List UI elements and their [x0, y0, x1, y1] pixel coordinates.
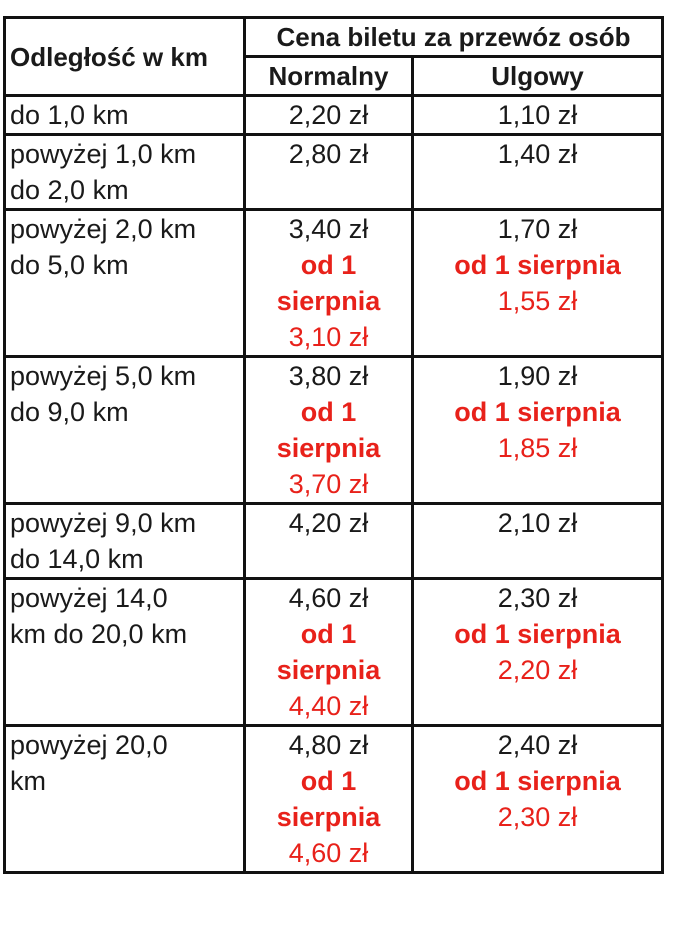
distance-cell: [5, 726, 245, 873]
fare-table: [3, 16, 664, 874]
table-row: [5, 579, 663, 726]
normal-price-cell: [245, 357, 413, 504]
price-change-date-label: od 1: [300, 766, 357, 796]
normal-price-cell: [245, 96, 413, 135]
distance-cell: [5, 96, 245, 135]
distance-column-header: Odległość w km: [5, 18, 245, 96]
price-change-date-label: od 1 sierpnia: [454, 766, 621, 796]
fare-table-body: [5, 96, 663, 873]
price-change-date-label: od 1: [300, 397, 357, 427]
distance-text: do 1,0 km: [10, 100, 129, 130]
distance-text: do 9,0 km: [10, 397, 129, 427]
current-price: 2,30 zł: [497, 583, 578, 613]
table-row: [5, 504, 663, 579]
normal-price-cell: [245, 504, 413, 579]
table-row: [5, 210, 663, 357]
current-price: 3,80 zł: [288, 361, 369, 391]
price-change-date-label: sierpnia: [276, 433, 381, 463]
distance-text: powyżej 14,0: [10, 583, 168, 613]
new-price: 2,20 zł: [497, 655, 578, 685]
distance-text: powyżej 20,0: [10, 730, 168, 760]
current-price: 2,40 zł: [497, 730, 578, 760]
table-row: [5, 357, 663, 504]
reduced-price-cell: [413, 210, 663, 357]
table-row: [5, 726, 663, 873]
reduced-price-cell: [413, 357, 663, 504]
price-change-date-label: od 1: [300, 619, 357, 649]
current-price: 2,20 zł: [288, 100, 369, 130]
reduced-column-header: Ulgowy: [413, 57, 663, 96]
reduced-price-cell: [413, 726, 663, 873]
new-price: 2,30 zł: [497, 802, 578, 832]
current-price: 4,60 zł: [288, 583, 369, 613]
price-change-date-label: od 1: [300, 250, 357, 280]
new-price: 1,85 zł: [497, 433, 578, 463]
distance-text: powyżej 2,0 km: [10, 214, 197, 244]
reduced-price-cell: [413, 579, 663, 726]
distance-text: do 2,0 km: [10, 175, 129, 205]
new-price: 4,40 zł: [288, 691, 369, 721]
current-price: 4,20 zł: [288, 508, 369, 538]
new-price: 4,60 zł: [288, 838, 369, 868]
table-row: [5, 135, 663, 210]
current-price: 4,80 zł: [288, 730, 369, 760]
reduced-price-cell: [413, 96, 663, 135]
normal-price-cell: [245, 210, 413, 357]
price-change-date-label: sierpnia: [276, 655, 381, 685]
normal-column-header: Normalny: [245, 57, 413, 96]
distance-text: km do 20,0 km: [10, 619, 188, 649]
new-price: 1,55 zł: [497, 286, 578, 316]
price-change-date-label: sierpnia: [276, 802, 381, 832]
distance-text: powyżej 9,0 km: [10, 508, 197, 538]
current-price: 2,80 zł: [288, 139, 369, 169]
reduced-price-cell: [413, 504, 663, 579]
fare-table-header: [5, 18, 663, 96]
distance-text: do 14,0 km: [10, 544, 144, 574]
current-price: 1,10 zł: [497, 100, 578, 130]
reduced-price-cell: [413, 135, 663, 210]
current-price: 1,70 zł: [497, 214, 578, 244]
distance-text: do 5,0 km: [10, 250, 129, 280]
distance-text: powyżej 1,0 km: [10, 139, 197, 169]
new-price: 3,10 zł: [288, 322, 369, 352]
distance-cell: [5, 504, 245, 579]
distance-text: km: [10, 766, 46, 796]
normal-price-cell: [245, 579, 413, 726]
price-change-date-label: od 1 sierpnia: [454, 250, 621, 280]
distance-cell: [5, 579, 245, 726]
new-price: 3,70 zł: [288, 469, 369, 499]
current-price: 1,40 zł: [497, 139, 578, 169]
distance-text: powyżej 5,0 km: [10, 361, 197, 391]
distance-cell: [5, 135, 245, 210]
distance-cell: [5, 210, 245, 357]
normal-price-cell: [245, 726, 413, 873]
distance-cell: [5, 357, 245, 504]
price-change-date-label: od 1 sierpnia: [454, 619, 621, 649]
normal-price-cell: [245, 135, 413, 210]
current-price: 1,90 zł: [497, 361, 578, 391]
price-change-date-label: sierpnia: [276, 286, 381, 316]
current-price: 2,10 zł: [497, 508, 578, 538]
price-group-header: Cena biletu za przewóz osób: [245, 18, 663, 57]
price-change-date-label: od 1 sierpnia: [454, 397, 621, 427]
header-row-top: [5, 18, 663, 57]
table-row: [5, 96, 663, 135]
current-price: 3,40 zł: [288, 214, 369, 244]
